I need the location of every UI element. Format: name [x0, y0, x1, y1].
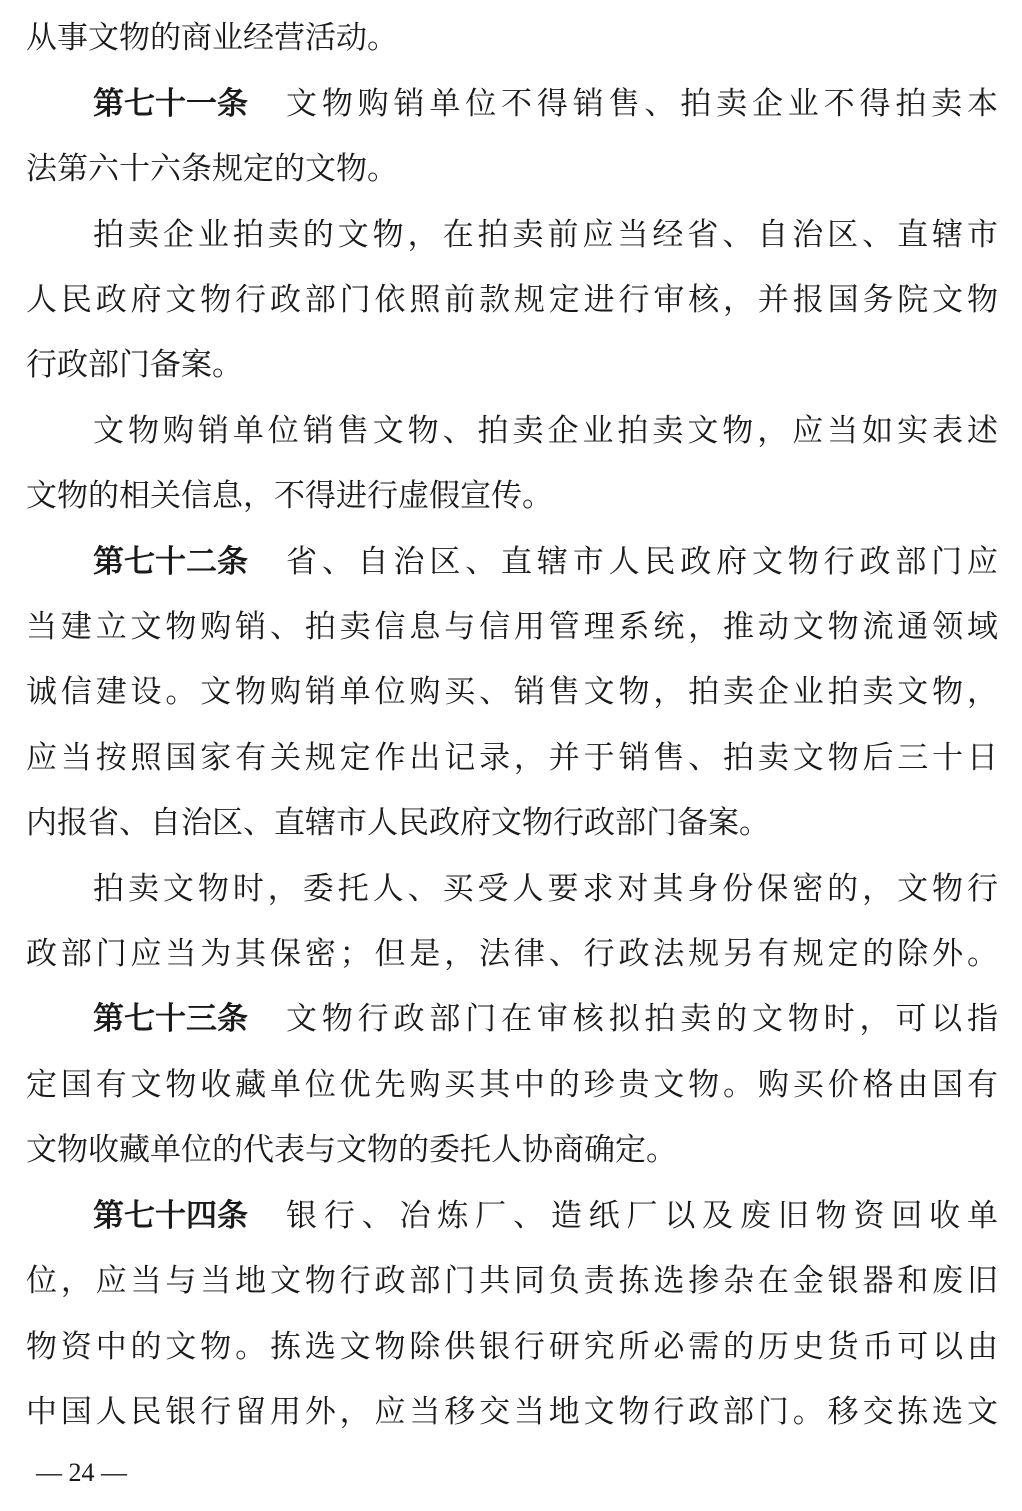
article-heading: 第七十二条	[93, 544, 248, 580]
article-heading: 第七十四条	[93, 1198, 248, 1234]
text-line: 拍卖文物时，委托人、买受人要求对其身份保密的，文物行	[93, 871, 998, 907]
text-line: 内报省、自治区、直辖市人民政府文物行政部门备案。	[26, 805, 770, 841]
article-72	[93, 542, 998, 582]
article-71	[93, 84, 998, 124]
text-line: 位，应当与当地文物行政部门共同负责拣选掺杂在金银器和废旧	[26, 1263, 998, 1299]
article-heading: 第七十三条	[93, 1001, 248, 1037]
article-heading: 第七十一条	[93, 86, 248, 122]
text-line: 从事文物的商业经营活动。	[26, 20, 398, 56]
page-number: — 24 —	[36, 1458, 127, 1487]
text-line: 文物收藏单位的代表与文物的委托人协商确定。	[26, 1132, 677, 1168]
article-text: 文物行政部门在审核拟拍卖的文物时，可以指	[286, 1001, 998, 1037]
text-line: 拍卖企业拍卖的文物，在拍卖前应当经省、自治区、直辖市	[93, 217, 998, 253]
text-line: 物资中的文物。拣选文物除供银行研究所必需的历史货币可以由	[26, 1329, 998, 1365]
text-line: 当建立文物购销、拍卖信息与信用管理系统，推动文物流通领域	[26, 609, 998, 645]
text-line: 文物的相关信息，不得进行虚假宣传。	[26, 478, 553, 514]
article-text: 省、自治区、直辖市人民政府文物行政部门应	[286, 544, 998, 580]
text-line: 定国有文物收藏单位优先购买其中的珍贵文物。购买价格由国有	[26, 1067, 998, 1103]
text-line: 法第六十六条规定的文物。	[26, 151, 398, 187]
article-73	[93, 999, 998, 1039]
text-line: 应当按照国家有关规定作出记录，并于销售、拍卖文物后三十日	[26, 740, 998, 776]
text-line: 中国人民银行留用外，应当移交当地文物行政部门。移交拣选文	[26, 1394, 998, 1430]
text-line: 人民政府文物行政部门依照前款规定进行审核，并报国务院文物	[26, 282, 998, 318]
article-text: 银行、冶炼厂、造纸厂以及废旧物资回收单	[286, 1198, 998, 1234]
article-text: 文物购销单位不得销售、拍卖企业不得拍卖本	[286, 86, 998, 122]
text-line: 诚信建设。文物购销单位购买、销售文物，拍卖企业拍卖文物，	[26, 674, 998, 710]
article-74	[93, 1196, 998, 1236]
text-line: 行政部门备案。	[26, 347, 243, 383]
text-line: 文物购销单位销售文物、拍卖企业拍卖文物，应当如实表述	[93, 413, 998, 449]
text-line: 政部门应当为其保密；但是，法律、行政法规另有规定的除外。	[26, 936, 998, 972]
